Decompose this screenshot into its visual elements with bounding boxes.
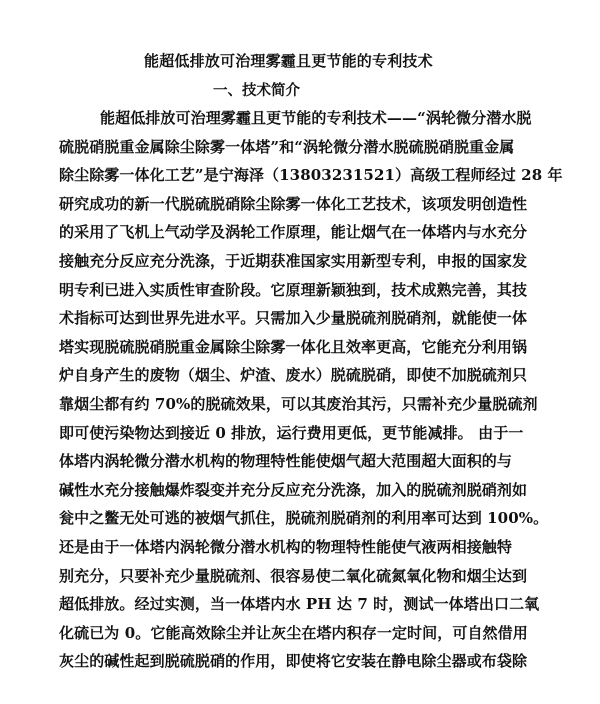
- text-line: 即可使污染物达到接近 0 排放，运行费用更低，更节能减排。 由于一: [59, 423, 524, 442]
- text-line: 明专利已进入实质性审查阶段。它原理新颖独到，技术成熟完善，其技: [59, 280, 528, 299]
- text-line: 接触充分反应充分洗涤，于近期获准国家实用新型专利，申报的国家发: [59, 251, 528, 270]
- text-line: 硫脱硝脱重金属除尘除雾一体塔”和“涡轮微分潜水脱硫脱硝脱重金属: [59, 137, 515, 156]
- text-line: 瓮中之鳖无处可逃的被烟气抓住，脱硫剂脱硝剂的利用率可达到 100%。: [59, 509, 549, 528]
- text-line: 除尘除雾一体化工艺”是宁海泽（13803231521）高级工程师经过 28 年: [59, 166, 563, 185]
- text-line: 研究成功的新一代脱硫脱硝除尘除雾一体化工艺技术，该项发明创造性: [59, 194, 528, 213]
- text-line: 超低排放。经过实测，当一体塔内水 PH 达 7 时，测试一体塔出口二氧: [59, 595, 540, 614]
- text-line: 还是由于一体塔内涡轮微分潜水机构的物理特性能使气液两相接触特: [59, 537, 513, 556]
- text-line: 别充分，只要补充少量脱硫剂、很容易使二氧化硫氮氧化物和烟尘达到: [59, 566, 528, 585]
- text-line: 术指标可达到世界先进水平。只需加入少量脱硫剂脱硝剂，就能使一体: [59, 309, 528, 328]
- text-line: 体塔内涡轮微分潜水机构的物理特性能使烟气超大范围超大面积的与: [59, 452, 513, 471]
- text-line: 化硫已为 0。它能高效除尘并让灰尘在塔内积存一定时间，可自然借用: [59, 623, 528, 642]
- text-line: 灰尘的碱性起到脱硫脱硝的作用，即使将它安装在静电除尘器或布袋除: [59, 652, 528, 671]
- section-heading: 一、技术简介: [213, 82, 300, 99]
- body-text: [59, 104, 563, 676]
- text-line: 塔实现脱硫脱硝脱重金属除尘除雾一体化且效率更高，它能充分利用锅: [59, 337, 528, 356]
- text-line: 的采用了飞机上气动学及涡轮工作原理，能让烟气在一体塔内与水充分: [59, 223, 528, 242]
- text-line: 靠烟尘都有约 70%的脱硫效果，可以其废治其污，只需补充少量脱硫剂: [59, 394, 538, 413]
- text-line: 碱性水充分接触爆炸裂变并充分反应充分洗涤，加入的脱硫剂脱硝剂如: [59, 480, 528, 499]
- text-line: 能超低排放可治理雾霾且更节能的专利技术——“涡轮微分潜水脱: [100, 109, 532, 127]
- document-title: 能超低排放可治理雾霾且更节能的专利技术: [144, 52, 433, 70]
- text-line: 炉自身产生的废物（烟尘、炉渣、废水）脱硫脱硝，即使不加脱硫剂只: [59, 366, 528, 385]
